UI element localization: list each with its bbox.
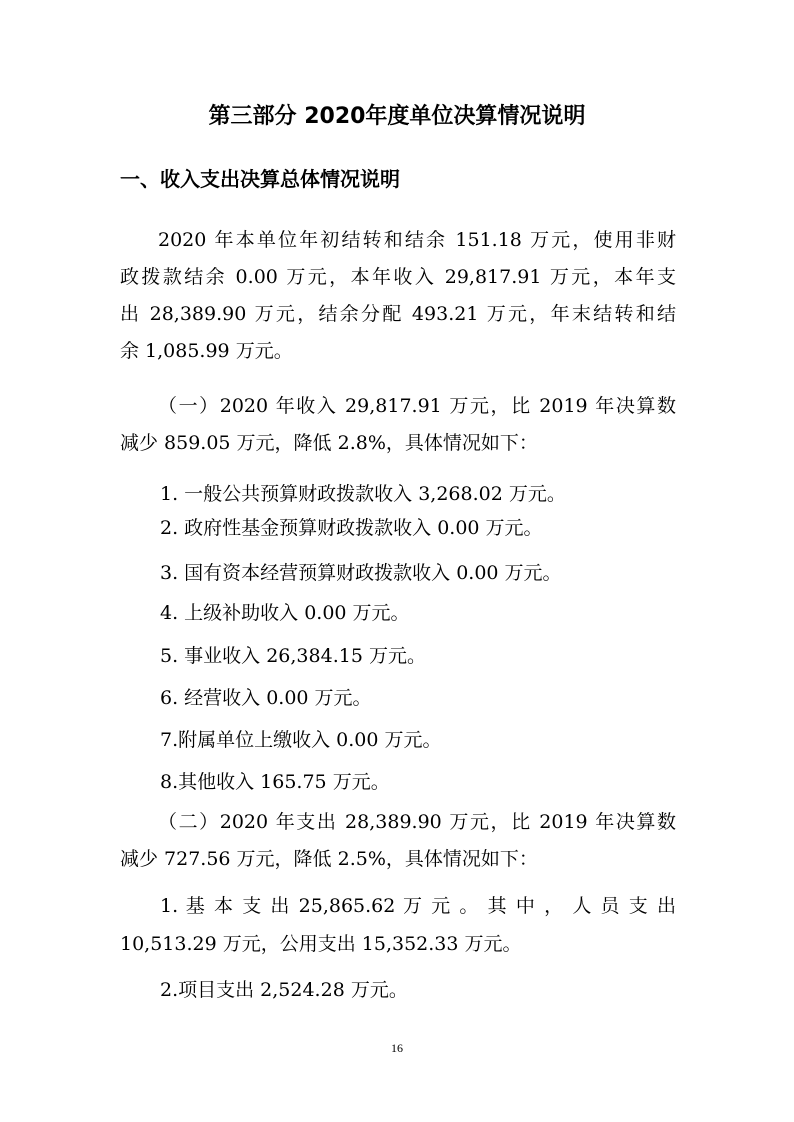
summary-line: 余 1,085.99 万元。: [120, 340, 293, 362]
expense-intro-line: （二）2020 年支出 28,389.90 万元，比 2019 年决算数: [158, 811, 676, 833]
expense-basic-line: 10,513.29 万元，公用支出 15,352.33 万元。: [120, 933, 522, 955]
income-item: 5. 事业收入 26,384.15 万元。: [160, 645, 426, 667]
income-item: 4. 上级补助收入 0.00 万元。: [160, 602, 410, 624]
expense-basic-line: 1. 基 本 支 出 25,865.62 万 元 。 其 中 ， 人 员 支 出: [160, 895, 676, 917]
page-number: 16: [391, 1041, 403, 1055]
income-intro-line: 减少 859.05 万元，降低 2.8%，具体情况如下：: [120, 432, 538, 454]
summary-line: 政拨款结余 0.00 万元，本年收入 29,817.91 万元，本年支: [120, 266, 676, 288]
section-heading: 一、收入支出决算总体情况说明: [120, 167, 400, 191]
income-item: 7.附属单位上缴收入 0.00 万元。: [160, 729, 442, 751]
income-item: 6. 经营收入 0.00 万元。: [160, 687, 372, 709]
page-title: 第三部分 2020年度单位决算情况说明: [208, 104, 586, 129]
summary-line: 出 28,389.90 万元，结余分配 493.21 万元，年末结转和结: [120, 303, 676, 325]
expense-intro-line: 减少 727.56 万元，降低 2.5%，具体情况如下：: [120, 848, 538, 870]
expense-project: 2.项目支出 2,524.28 万元。: [160, 979, 408, 1001]
income-item: 2. 政府性基金预算财政拨款收入 0.00 万元。: [160, 517, 543, 539]
income-item: 3. 国有资本经营预算财政拨款收入 0.00 万元。: [160, 562, 562, 584]
income-item: 8.其他收入 165.75 万元。: [160, 771, 390, 793]
income-intro-line: （一）2020 年收入 29,817.91 万元，比 2019 年决算数: [158, 395, 676, 417]
summary-line: 2020 年本单位年初结转和结余 151.18 万元，使用非财: [158, 229, 676, 251]
income-item: 1. 一般公共预算财政拨款收入 3,268.02 万元。: [160, 483, 566, 505]
